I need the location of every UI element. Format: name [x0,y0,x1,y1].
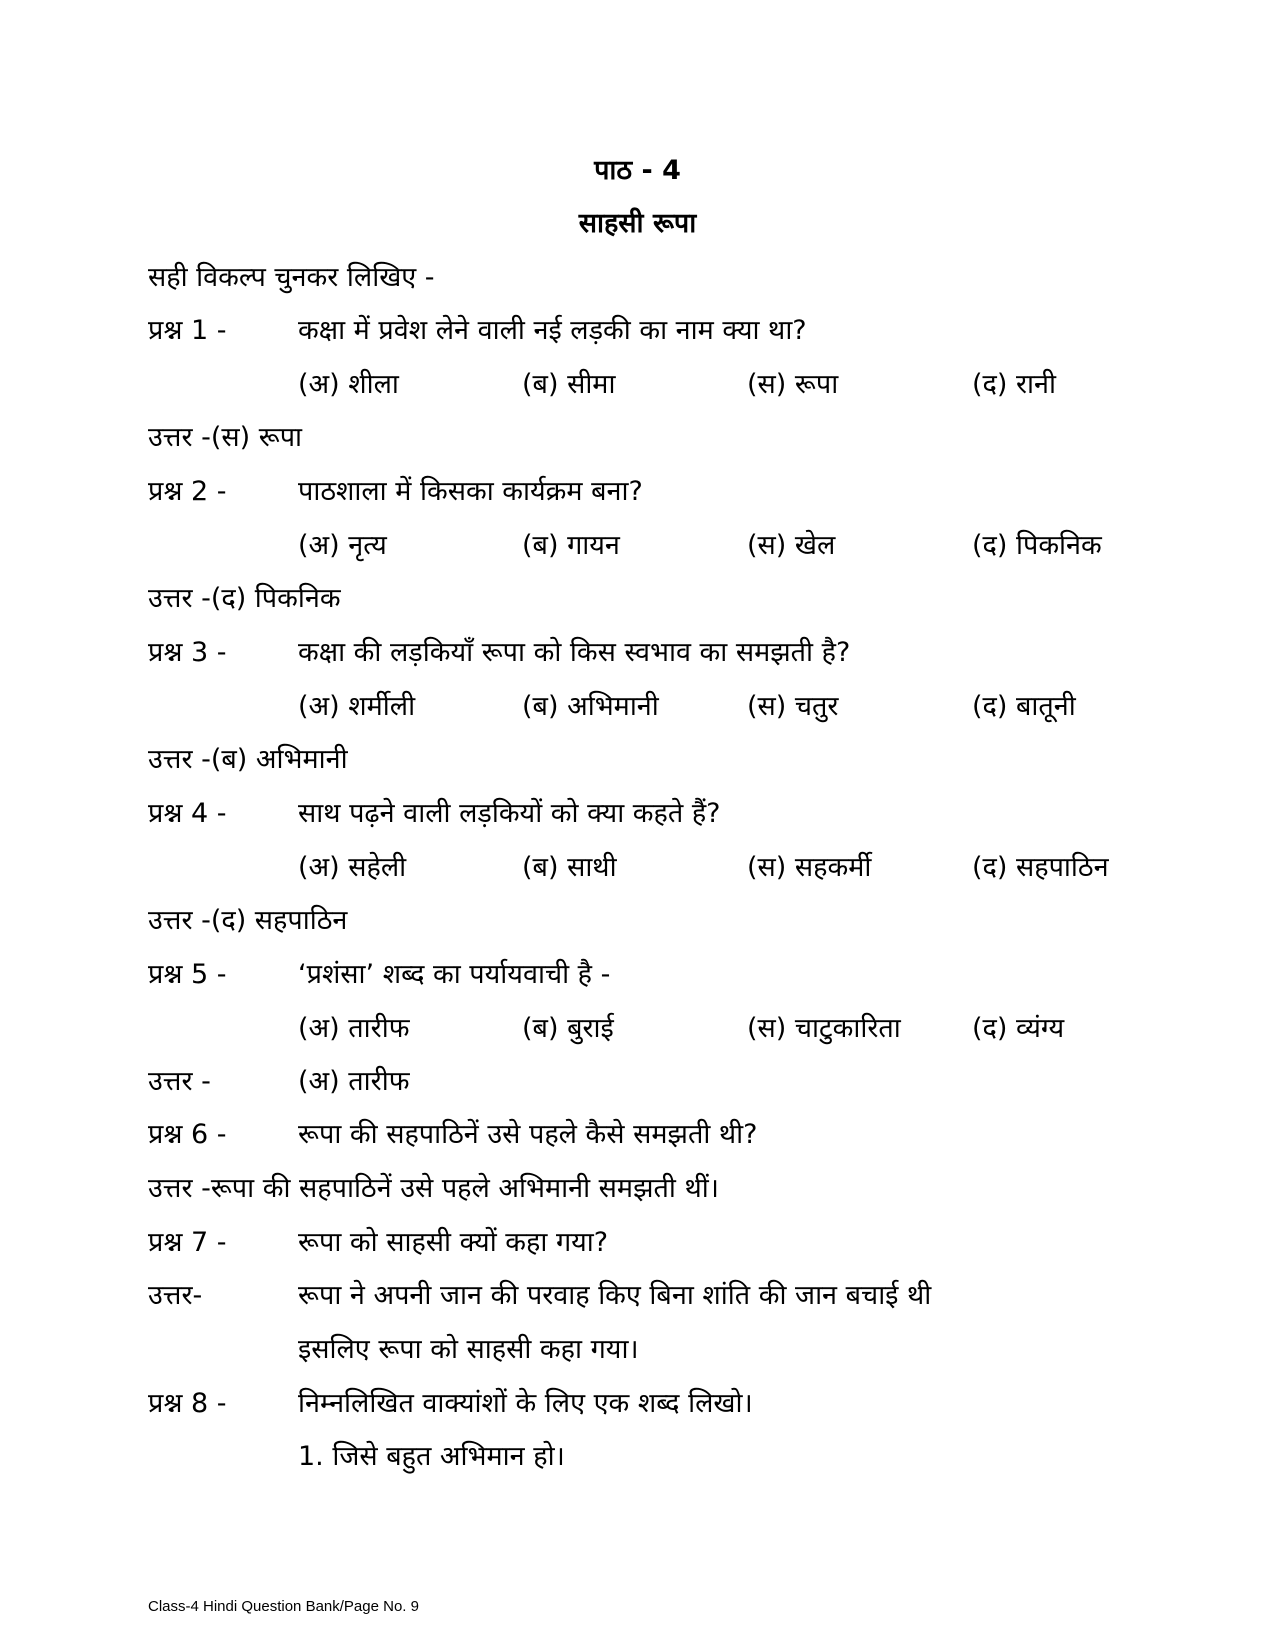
option: (अ) सहेली [298,852,407,883]
option: (स) चाटुकारिता [747,1013,901,1044]
option: (द) बातूनी [972,691,1076,722]
option: (द) व्यंग्य [972,1013,1065,1044]
question-label: प्रश्न 5 - [148,959,227,990]
option: (अ) नृत्य [298,530,387,561]
answer: उत्तर -(द) सहपाठिन [148,905,348,936]
question-label: प्रश्न 7 - [148,1227,227,1258]
option: (ब) साथी [522,852,617,883]
page-title: साहसी रूपा [578,208,697,239]
question-text: ‘प्रशंसा’ शब्द का पर्यायवाची है - [298,959,611,990]
question-label: प्रश्न 6 - [148,1119,227,1150]
answer: उत्तर -(स) रूपा [148,422,303,453]
sub-item: 1. जिसे बहुत अभिमान हो। [298,1441,565,1472]
question-text: रूपा को साहसी क्यों कहा गया? [298,1227,609,1258]
option: (द) रानी [972,369,1057,400]
option: (स) चतुर [747,691,839,722]
question-label: प्रश्न 1 - [148,315,227,346]
option: (अ) शर्मीली [298,691,416,722]
question-label: प्रश्न 3 - [148,637,227,668]
question-label: प्रश्न 8 - [148,1388,227,1419]
question-text: कक्षा में प्रवेश लेने वाली नई लड़की का नाम क्या था? [298,315,807,346]
answer-label: उत्तर- [148,1280,203,1311]
question-label: प्रश्न 4 - [148,798,227,829]
option: (स) सहकर्मी [747,852,872,883]
page-footer: Class-4 Hindi Question Bank/Page No. 9 [148,1598,419,1615]
answer: उत्तर -(ब) अभिमानी [148,744,348,775]
answer-text: इसलिए रूपा को साहसी कहा गया। [298,1334,639,1365]
option: (ब) अभिमानी [522,691,659,722]
answer-text: (अ) तारीफ [298,1066,410,1097]
question-text: कक्षा की लड़कियाँ रूपा को किस स्वभाव का समझती है? [298,637,851,668]
question-label: प्रश्न 2 - [148,476,227,507]
option: (द) पिकनिक [972,530,1102,561]
question-text: पाठशाला में किसका कार्यक्रम बना? [298,476,643,507]
option: (ब) बुराई [522,1013,614,1044]
answer: उत्तर -रूपा की सहपाठिनें उसे पहले अभिमानी समझती थीं। [148,1173,719,1204]
option: (स) खेल [747,530,836,561]
question-text: निम्नलिखित वाक्यांशों के लिए एक शब्द लिखो। [298,1388,753,1419]
option: (ब) गायन [522,530,620,561]
instruction: सही विकल्प चुनकर लिखिए - [148,262,435,293]
option: (द) सहपाठिन [972,852,1109,883]
option: (अ) शीला [298,369,399,400]
option: (स) रूपा [747,369,839,400]
option: (ब) सीमा [522,369,616,400]
question-text: साथ पढ़ने वाली लड़कियों को क्या कहते हैं? [298,798,721,829]
answer-text: रूपा ने अपनी जान की परवाह किए बिना शांति की जान बचाई थी [298,1280,932,1311]
question-text: रूपा की सहपाठिनें उसे पहले कैसे समझती थी? [298,1119,758,1150]
lesson-number: पाठ - 4 [594,155,681,186]
option: (अ) तारीफ [298,1013,410,1044]
answer-label: उत्तर - [148,1066,211,1097]
answer: उत्तर -(द) पिकनिक [148,583,341,614]
